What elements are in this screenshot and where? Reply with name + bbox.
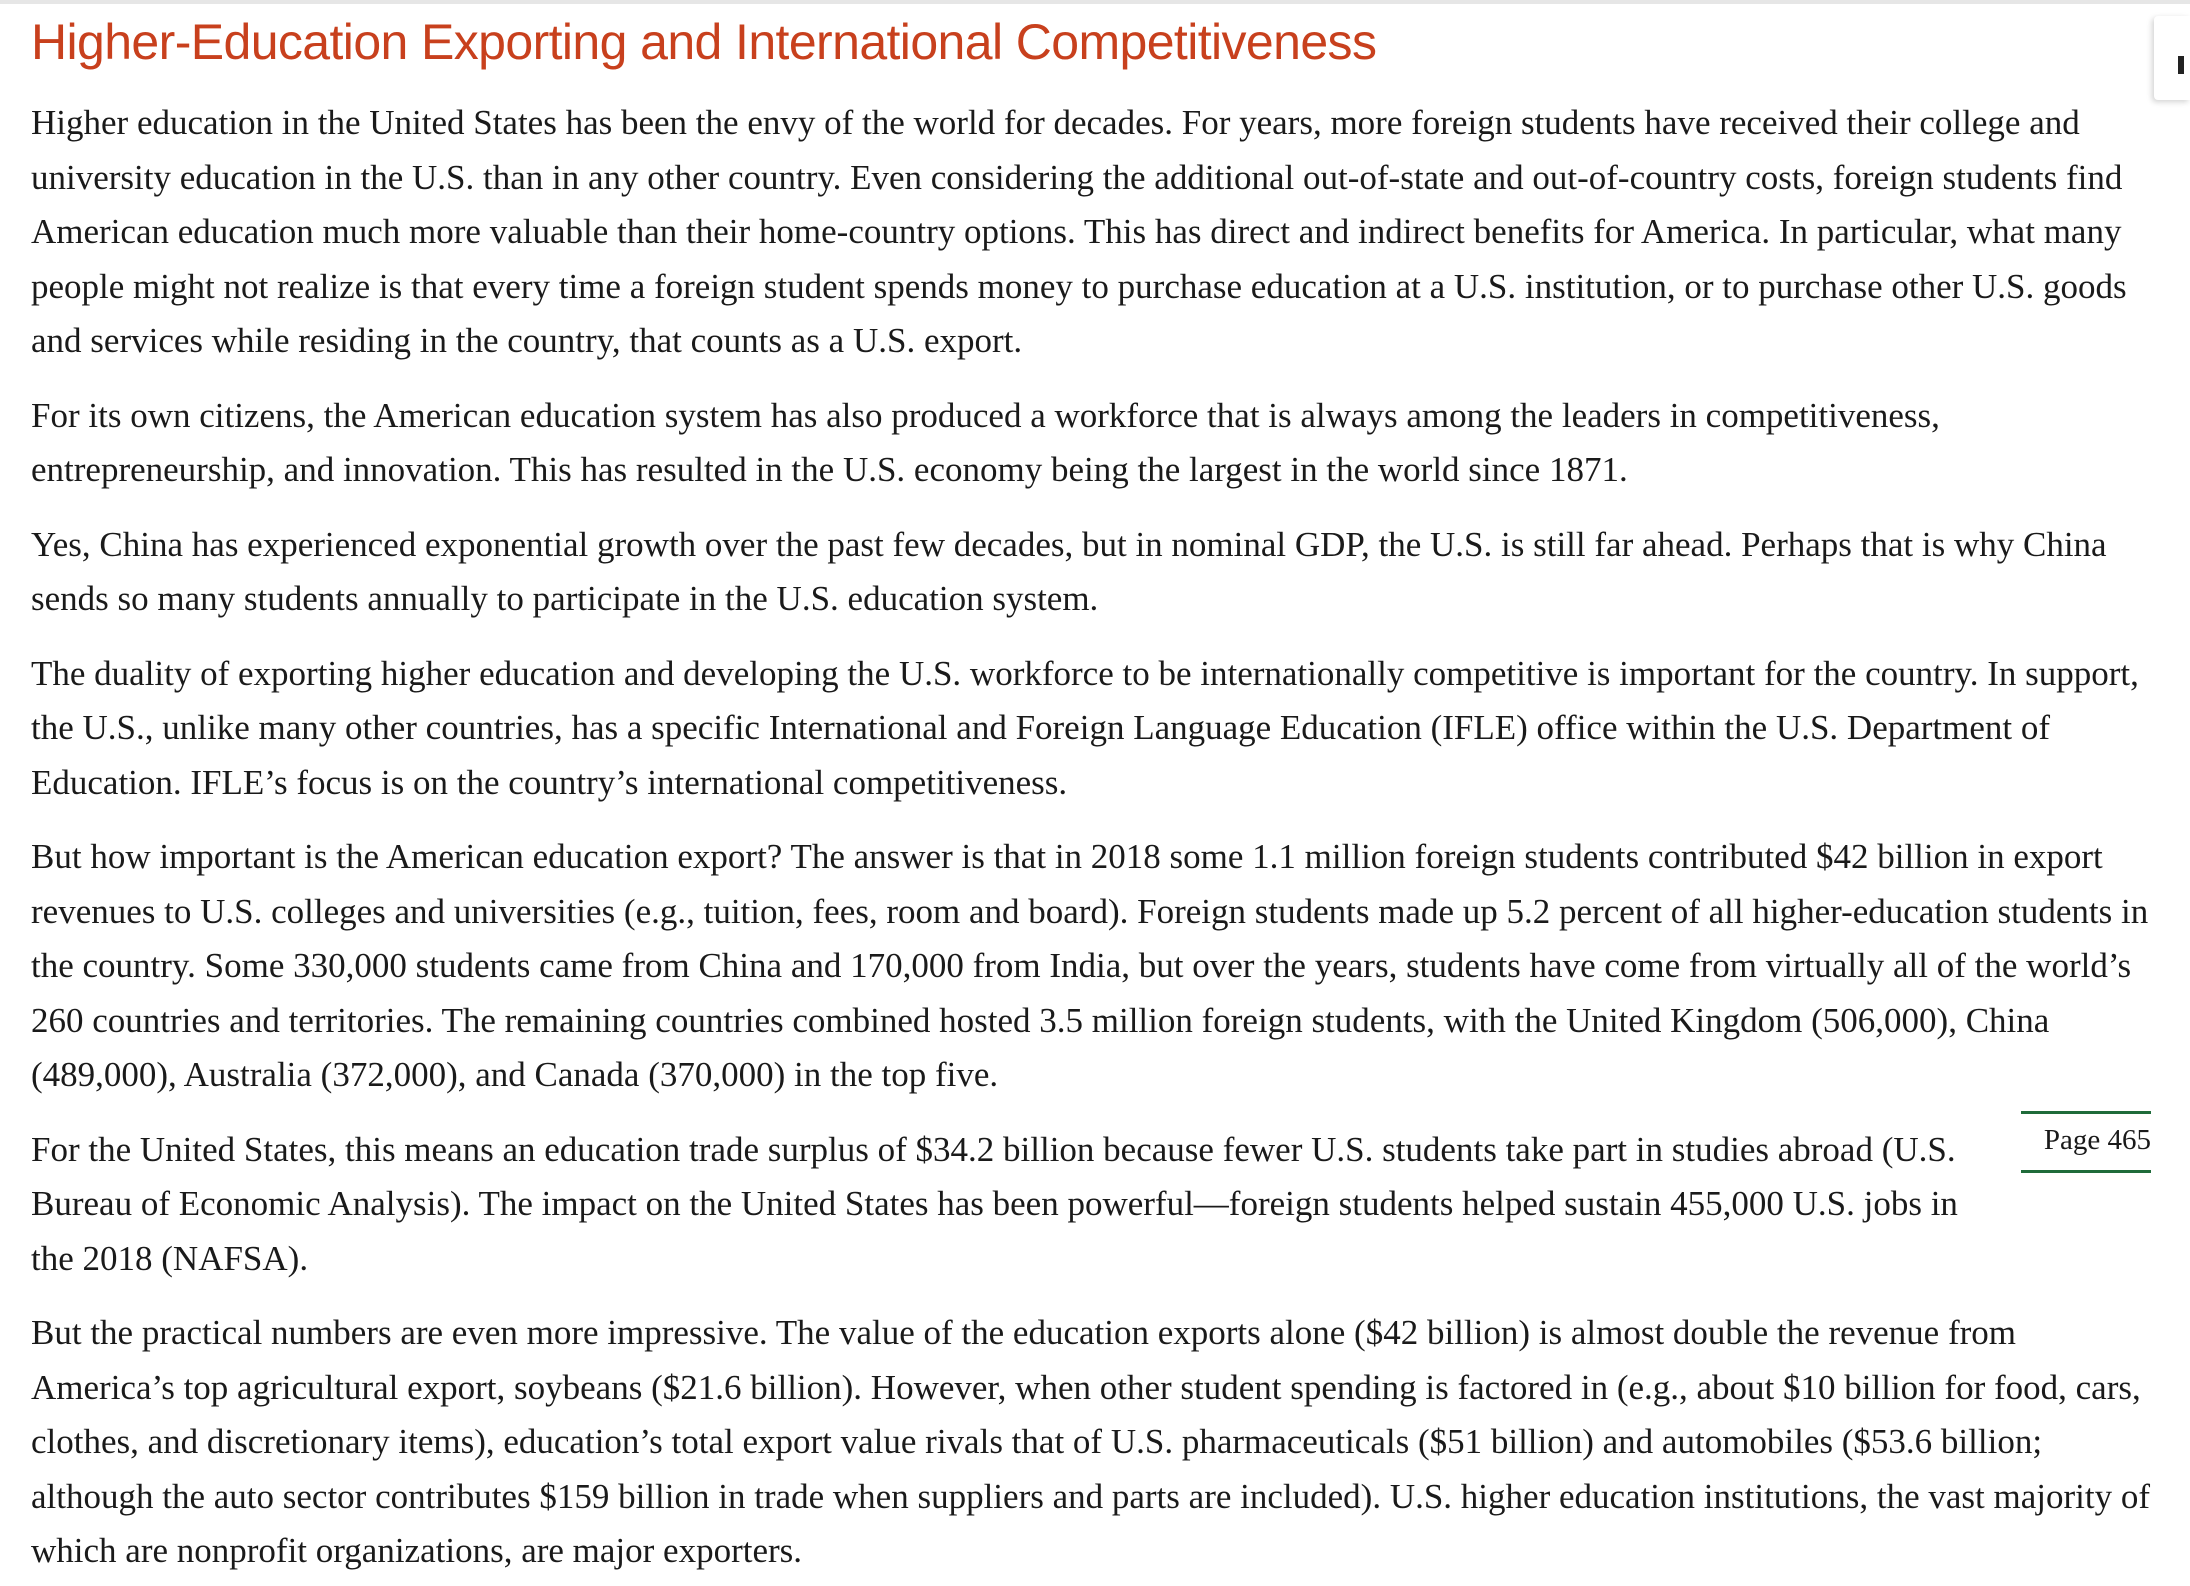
paragraph-3: Yes, China has experienced exponential growth over the past few decades, but in nominal GDP, the U.S. is still far ahead. Perhaps that is why China sends so many students annually to participate in the U.S. education system. xyxy=(31,524,2107,618)
panel-handle-icon xyxy=(2178,56,2184,74)
paragraph-2: For its own citizens, the American education system has also produced a workforce that is always among the leaders in competitiveness, entrepreneurship, and innovation. This has resulted in the U.S. economy being the largest in the world since 1871. xyxy=(31,395,1940,489)
paragraph-4: The duality of exporting higher education and developing the U.S. workforce to be internationally competitive is important for the country. In support, the U.S., unlike many other countries, has a specific International and Foreign Language Education (IFLE) office within the U.S. Department of Education. IFLE’s focus is on the country’s international competitiveness. xyxy=(31,653,2139,802)
paragraph-5: But how important is the American education export? The answer is that in 2018 some 1.1 million foreign students contributed $42 billion in export revenues to U.S. colleges and universities (e.g., tuition, fees, room and board). Foreign students made up 5.2 percent of all higher-education students in the country. Some 330,000 students came from China and 170,000 from India, but over the years, students have come from virtually all of the world’s 260 countries and territories. The remaining countries combined hosted 3.5 million foreign students, with the United Kingdom (506,000), China (489,000), Australia (372,000), and Canada (370,000) in the top five. xyxy=(31,837,2149,1094)
paragraph-1: Higher education in the United States has been the envy of the world for decades. For years, more foreign students have received their college and university education in the U.S. than in any other country. Even considering the additional out-of-state and out-of-country costs, foreign students find American education much more valuable than their home-country options. This has direct and indirect benefits for America. In particular, what many people might not realize is that every time a foreign student spends money to purchase education at a U.S. institution, or to purchase other U.S. goods and services while residing in the country, that counts as a U.S. export. xyxy=(31,103,2127,360)
side-panel-toggle[interactable] xyxy=(2154,16,2190,100)
paragraph-7: But the practical numbers are even more impressive. The value of the education exports alone ($42 billion) is almost double the revenue from America’s top agricultural export, soybeans ($21.6 billion). However, when other student spending is factored in (e.g., about $10 billion for food, cars, clothes, and discretionary items), education’s total export value rivals that of U.S. pharmaceuticals ($51 billion) and automobiles ($53.6 billion; although the auto sector contributes $159 billion in trade when suppliers and parts are included). U.S. higher education institutions, the vast majority of which are nonprofit organizations, are major exporters. xyxy=(31,1313,2150,1570)
document-content xyxy=(31,10,2151,1586)
page-marker: Page 465 xyxy=(2021,1111,2151,1173)
paragraph-6: For the United States, this means an education trade surplus of $34.2 billion because fewer U.S. students take part in studies abroad (U.S. Bureau of Economic Analysis). The impact on the United States has been powerful—foreign students helped sustain 455,000 U.S. jobs in the 2018 (NAFSA). xyxy=(31,1129,1958,1278)
top-divider xyxy=(0,0,2190,4)
section-title: Higher-Education Exporting and International Competitiveness xyxy=(31,14,1377,70)
